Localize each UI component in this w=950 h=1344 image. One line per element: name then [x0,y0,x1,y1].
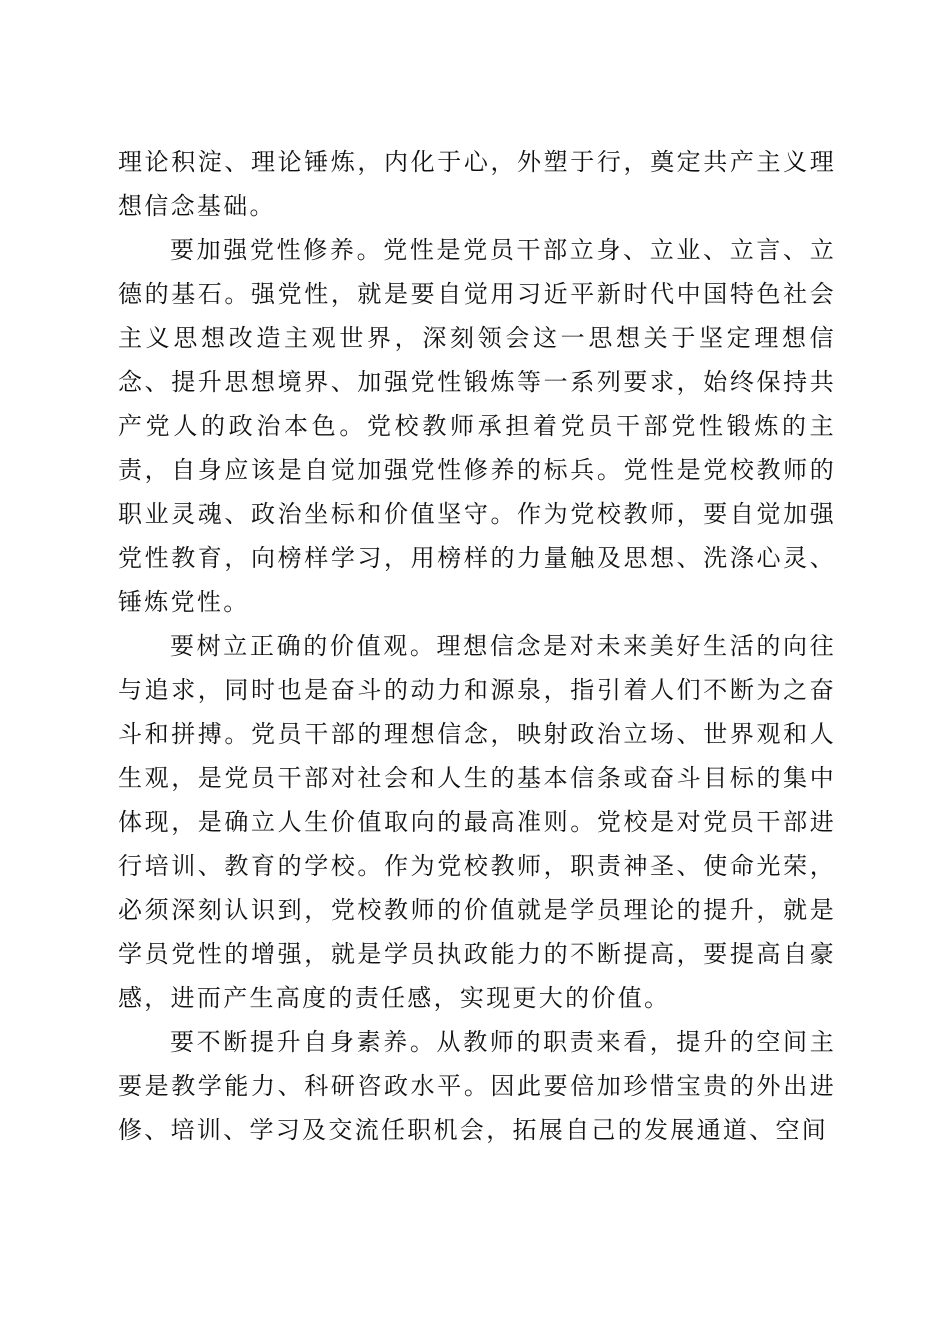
paragraph-values: 要树立正确的价值观。理想信念是对未来美好生活的向往与追求，同时也是奋斗的动力和源泉，指引着人们不断为之奋斗和拼搏。党员干部的理想信念，映射政治立场、世界观和人生观，是党员干部对社会和人生的基本信条或奋斗目标的集中体现，是确立人生价值取向的最高准则。党校是对党员干部进行培训、教育的学校。作为党校教师，职责神圣、使命光荣，必须深刻认识到，党校教师的价值就是学员理论的提升，就是学员党性的增强，就是学员执政能力的不断提高，要提高自豪感，进而产生高度的责任感，实现更大的价值。 [118,632,836,1012]
paragraph-party-spirit: 要加强党性修养。党性是党员干部立身、立业、立言、立德的基石。强党性，就是要自觉用习近平新时代中国特色社会主义思想改造主观世界，深刻领会这一思想关于坚定理想信念、提升思想境界、加强党性锻炼等一系列要求，始终保持共产党人的政治本色。党校教师承担着党员干部党性锻炼的主责，自身应该是自觉加强党性修养的标兵。党性是党校教师的职业灵魂、政治坐标和价值坚守。作为党校教师，要自觉加强党性教育，向榜样学习，用榜样的力量触及思想、洗涤心灵、锤炼党性。 [118,236,836,616]
document-body [118,140,836,1152]
paragraph-continuation: 理论积淀、理论锤炼，内化于心，外塑于行，奠定共产主义理想信念基础。 [118,148,836,220]
paragraph-self-improvement: 要不断提升自身素养。从教师的职责来看，提升的空间主要是教学能力、科研咨政水平。因此要倍加珍惜宝贵的外出进修、培训、学习及交流任职机会，拓展自己的发展通道、空间 [118,1028,836,1144]
